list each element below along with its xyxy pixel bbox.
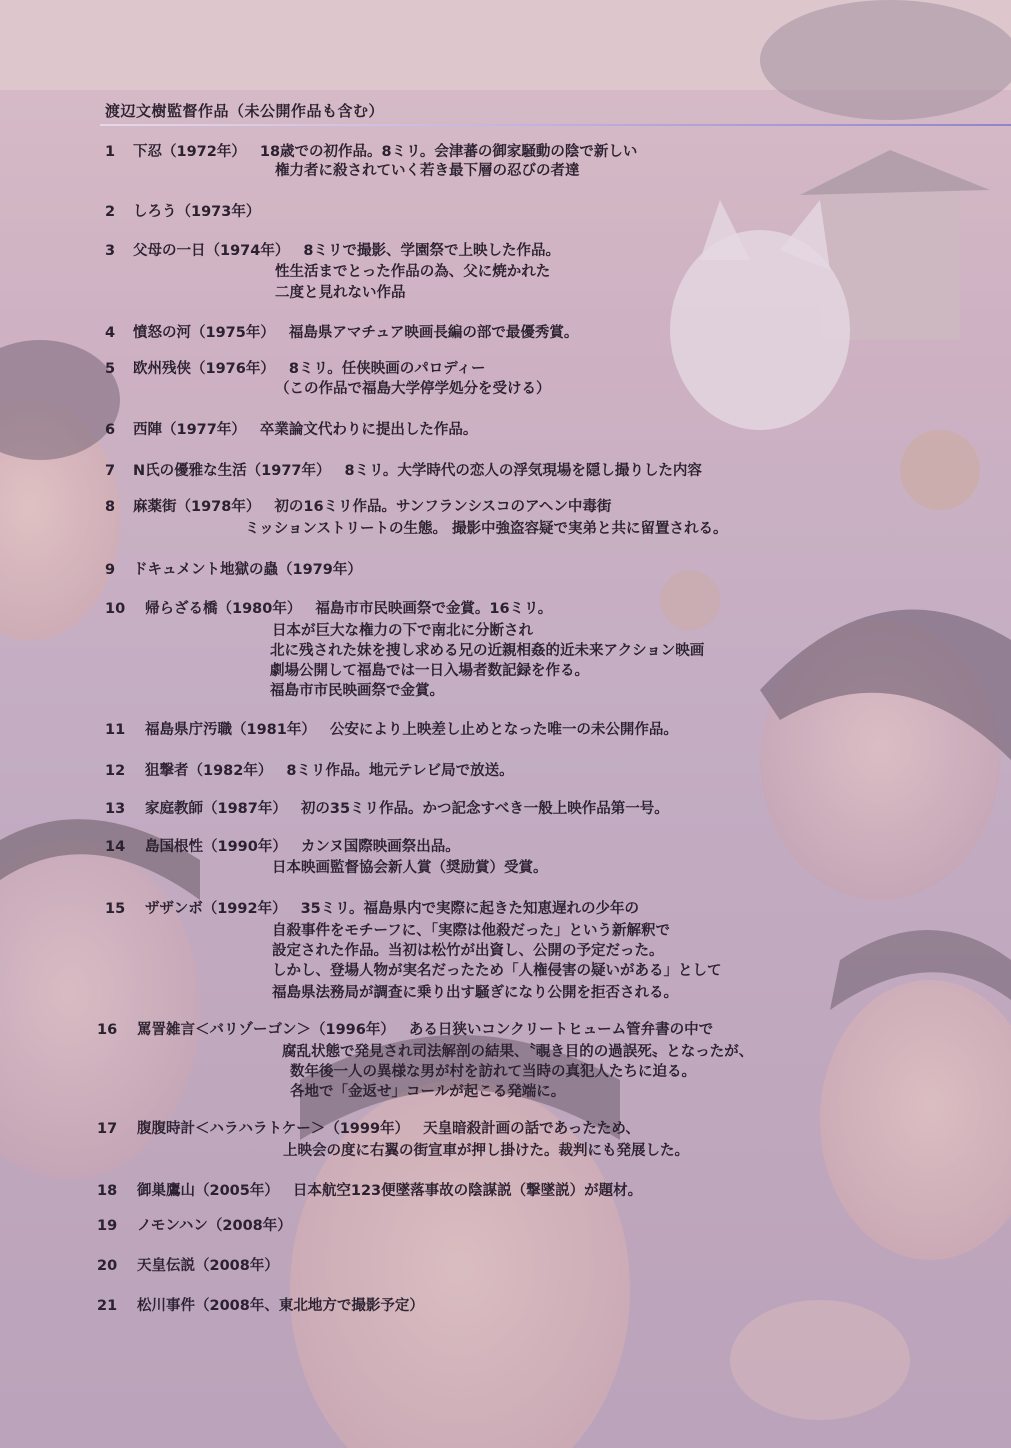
film-item [97,1257,279,1276]
film-description: 18歳での初作品。8ミリ。会津蕃の御家騒動の陰で新しい [259,144,638,160]
film-item [105,360,486,379]
film-item [97,1120,640,1139]
film-title: 松川事件（2008年、東北地方で撮影予定） [137,1298,424,1314]
film-title: 島国根性（1990年） [145,839,287,855]
film-item [105,324,578,343]
film-description-line: 福島市市民映画祭で金賞。 [270,683,444,699]
film-item [105,838,460,857]
film-number: 19 [97,1218,118,1234]
film-description-line: 設定された作品。当初は松竹が出資し、公開の予定だった。 [272,943,664,959]
film-description: 8ミリで撮影、学園祭で上映した作品。 [303,243,560,259]
film-number: 21 [97,1298,118,1314]
film-item [105,900,639,919]
film-item [97,1182,642,1201]
film-number: 9 [105,562,116,578]
film-number: 1 [105,144,116,160]
film-description-line: 数年後一人の異様な男が村を訪れて当時の真犯人たちに迫る。 [290,1064,696,1080]
film-title: 家庭教師（1987年） [145,801,287,817]
film-number: 10 [105,601,126,617]
film-description: 天皇暗殺計画の話であったため、 [423,1121,640,1137]
film-title: N氏の優雅な生活（1977年） [133,463,331,479]
film-item [105,242,560,261]
film-description: 8ミリ。任侠映画のパロディー [288,361,486,377]
film-number: 5 [105,361,116,377]
film-description-line: 性生活までとった作品の為、父に焼かれた [275,264,551,280]
film-number: 13 [105,801,126,817]
film-number: 18 [97,1183,118,1199]
film-title: 下忍（1972年） [133,144,246,160]
film-item [105,421,477,440]
film-description: ある日狭いコンクリートヒューム管弁書の中で [408,1022,714,1038]
film-number: 4 [105,325,116,341]
film-item [105,143,637,162]
film-title: ノモンハン（2008年） [137,1218,292,1234]
film-description-line: 日本が巨大な権力の下で南北に分断され [272,623,533,639]
film-description-line: 北に残された妹を捜し求める兄の近親相姦的近未来アクション映画 [270,643,705,659]
film-number: 11 [105,722,126,738]
page-title: 渡辺文樹監督作品（未公開作品も含む） [105,102,385,120]
film-title: 父母の一日（1974年） [133,243,290,259]
film-item [97,1297,424,1316]
film-number: 14 [105,839,126,855]
film-number: 17 [97,1121,118,1137]
film-description: カンヌ国際映画祭出品。 [300,839,460,855]
film-item [97,1217,292,1236]
title-underline [100,124,1011,126]
film-item [105,600,552,619]
film-description: 8ミリ。大学時代の恋人の浮気現場を隠し撮りした内容 [344,463,702,479]
film-description-line: 権力者に殺されていく若き最下層の忍びの者達 [275,163,580,179]
film-number: 3 [105,243,116,259]
film-description-line: 日本映画監督協会新人賞（奨励賞）受賞。 [272,860,548,876]
film-number: 15 [105,901,126,917]
film-number: 8 [105,499,116,515]
film-description: 初の16ミリ作品。サンフランシスコのアヘン中毒街 [274,499,612,515]
film-description-line: 福島県法務局が調査に乗り出す騒ぎになり公開を拒否される。 [272,985,678,1001]
film-title: ドキュメント地獄の蟲（1979年） [133,562,362,578]
film-title: 福島県庁汚職（1981年） [145,722,316,738]
film-item [105,462,702,481]
film-description-line: 各地で「金返せ」コールが起こる発端に。 [290,1084,566,1100]
film-item [105,721,678,740]
film-title: 腹腹時計＜ハラハラトケー＞（1999年） [137,1121,410,1137]
film-title: 罵詈雑言＜バリゾーゴン＞（1996年） [137,1022,395,1038]
film-description-line: 劇場公開して福島では一日入場者数記録を作る。 [270,663,589,679]
film-item [105,800,669,819]
film-number: 7 [105,463,116,479]
film-item [105,762,514,781]
film-title: 天皇伝説（2008年） [137,1258,279,1274]
film-number: 6 [105,422,116,438]
film-number: 12 [105,763,126,779]
film-title: 帰らざる橋（1980年） [145,601,302,617]
film-item [105,203,260,222]
film-item [97,1021,713,1040]
film-description: 35ミリ。福島県内で実際に起きた知恵遅れの少年の [300,901,640,917]
film-description: 福島県アマチュア映画長編の部で最優秀賞。 [288,325,579,341]
film-description-line: 腐乱状態で発見され司法解剖の結果、〝覗き目的の過誤死〟となったが、 [282,1044,754,1060]
film-description-line: 上映会の度に右翼の街宣車が押し掛けた。裁判にも発展した。 [283,1143,689,1159]
film-title: 憤怒の河（1975年） [133,325,275,341]
film-description: 公安により上映差し止めとなった唯一の未公開作品。 [329,722,678,738]
film-number: 16 [97,1022,118,1038]
film-title: 麻薬街（1978年） [133,499,261,515]
film-number: 2 [105,204,116,220]
film-description-line: しかし、登場人物が実名だったため「人権侵害の疑いがある」として [272,963,722,979]
film-item [105,561,362,580]
film-description: 8ミリ作品。地元テレビ局で放送。 [286,763,514,779]
film-description: 初の35ミリ作品。かつ記念すべき一般上映作品第一号。 [300,801,669,817]
film-title: 御巣鷹山（2005年） [137,1183,279,1199]
film-title: しろう（1973年） [133,204,261,220]
film-item [105,498,611,517]
film-description-line: （この作品で福島大学停学処分を受ける） [275,381,551,397]
film-number: 20 [97,1258,118,1274]
film-title: 欧州残侠（1976年） [133,361,275,377]
film-title: ザザンボ（1992年） [145,901,287,917]
film-description-line: 二度と見れない作品 [275,285,406,301]
film-description-line: 自殺事件をモチーフに、「実際は他殺だった」という新解釈で [272,923,671,939]
film-description: 日本航空123便墜落事故の陰謀説（撃墜説）が題材。 [292,1183,643,1199]
film-description: 卒業論文代わりに提出した作品。 [259,422,478,438]
film-title: 狙撃者（1982年） [145,763,273,779]
film-description: 福島市市民映画祭で金賞。16ミリ。 [315,601,553,617]
film-description-line: ミッションストリートの生態。 撮影中強盗容疑で実弟と共に留置される。 [245,521,728,537]
film-title: 西陣（1977年） [133,422,246,438]
